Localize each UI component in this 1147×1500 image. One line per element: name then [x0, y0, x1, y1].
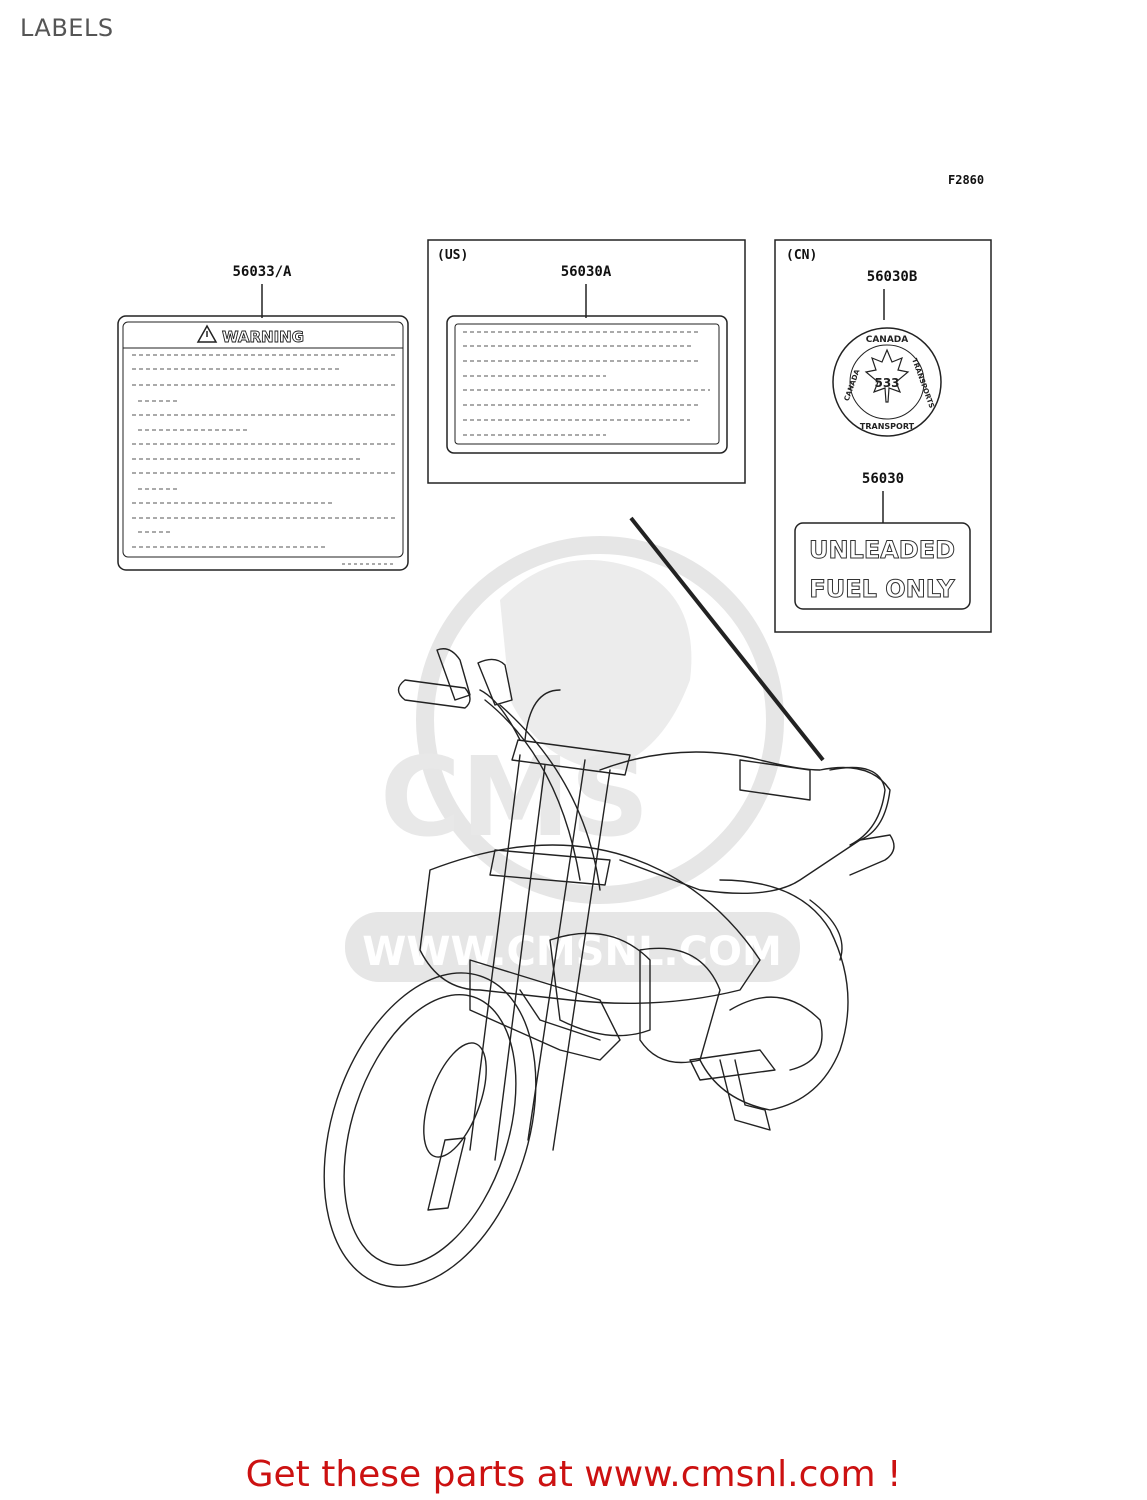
fuel-label-line-2: FUEL ONLY	[809, 575, 955, 603]
watermark-text: WWW.CMSNL.COM	[362, 929, 782, 975]
part-number-56033A: 56033/A	[232, 264, 292, 280]
emblem-bottom: TRANSPORT	[859, 422, 915, 431]
warning-heading: WARNING	[222, 328, 305, 346]
fuel-label-line-1: UNLEADED	[808, 536, 956, 564]
emblem-left: CANADA	[842, 368, 862, 403]
part-number-56030: 56030	[861, 471, 905, 487]
cms-watermark-logo	[345, 545, 800, 982]
emblem-center: 533	[874, 376, 900, 390]
emblem-top: CANADA	[865, 335, 909, 345]
figure-code: F2860	[948, 173, 985, 187]
emblem-right: TRANSPORTS	[910, 357, 936, 410]
unleaded-fuel-label	[795, 523, 970, 609]
warning-label-56033A	[118, 316, 408, 570]
region-label-us: (US)	[437, 248, 469, 263]
part-number-56030B: 56030B	[866, 269, 918, 285]
footer-cta-link[interactable]: Get these parts at www.cmsnl.com !	[245, 1454, 902, 1495]
region-box-us	[428, 240, 745, 483]
region-label-cn: (CN)	[786, 248, 818, 263]
part-number-56030A: 56030A	[560, 264, 612, 280]
region-box-cn	[775, 240, 991, 632]
canada-transport-emblem	[833, 328, 941, 436]
warning-triangle-icon	[198, 326, 216, 342]
page-title: LABELS	[20, 14, 114, 42]
svg-text:CMS: CMS	[380, 733, 650, 861]
